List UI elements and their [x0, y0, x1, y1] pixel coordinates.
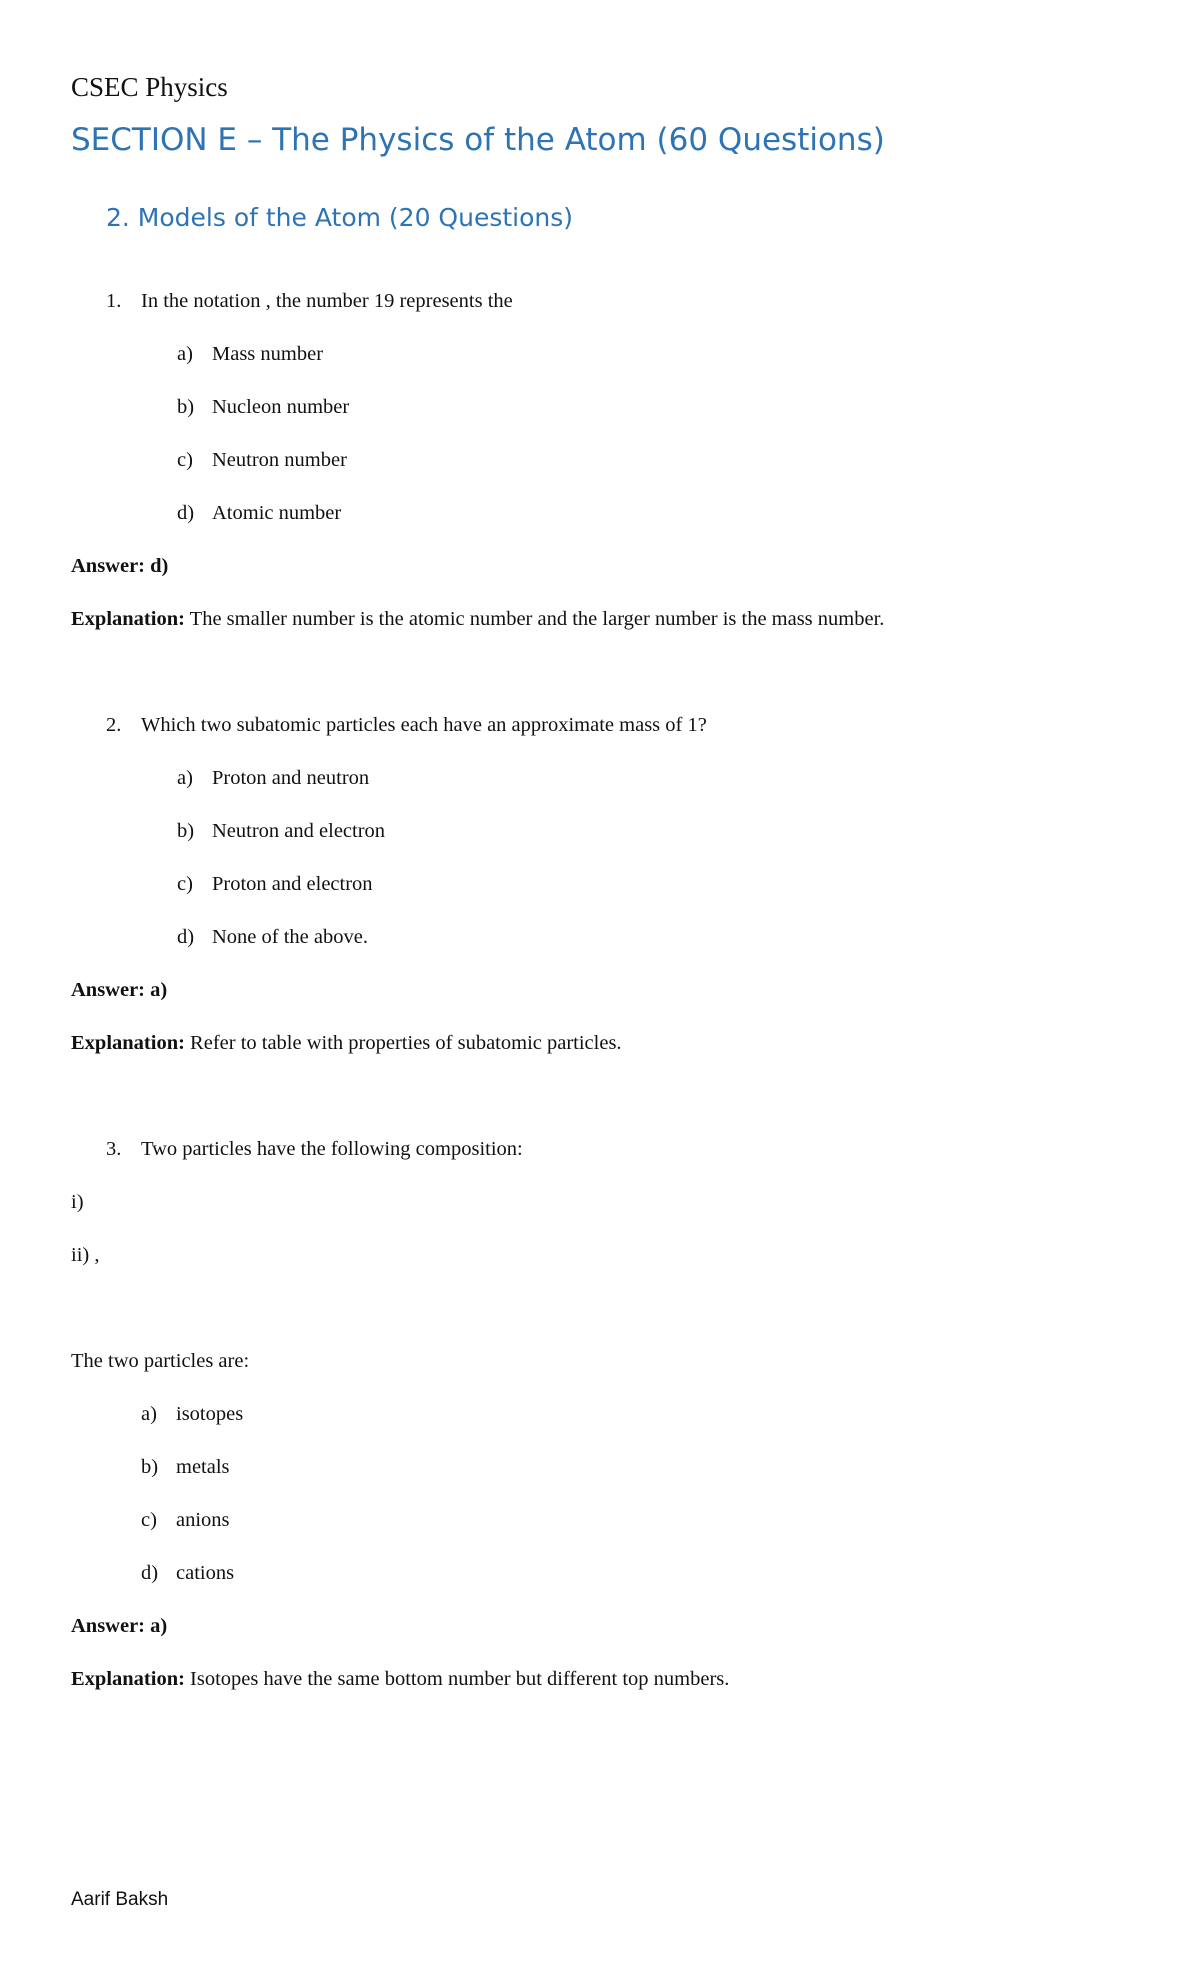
question-number: 2. — [106, 714, 122, 736]
composition-item-ii: ii) , — [71, 1244, 100, 1266]
subsection-title: 2. Models of the Atom (20 Questions) — [106, 203, 574, 232]
answer — [71, 555, 168, 578]
option-text: cations — [176, 1562, 235, 1584]
answer — [71, 1615, 167, 1638]
option-text: Nucleon number — [212, 396, 350, 418]
option-text: Atomic number — [212, 502, 342, 524]
answer-label: Answer: a) — [71, 1615, 168, 1637]
answer-label: Answer: a) — [71, 979, 168, 1001]
question-text: Two particles have the following composition: — [141, 1138, 523, 1160]
option-text: Neutron and electron — [212, 820, 386, 842]
option-text: isotopes — [176, 1403, 244, 1425]
explanation-label: Explanation: — [71, 1032, 185, 1054]
explanation-label: Explanation: — [71, 608, 185, 630]
question-text: Which two subatomic particles each have an approximate mass of 1? — [141, 714, 707, 736]
option-label: b) — [141, 1456, 159, 1478]
option-text: Proton and neutron — [212, 767, 370, 789]
explanation-text: Isotopes have the same bottom number but different top numbers. — [184, 1668, 730, 1690]
document-header: CSEC Physics — [71, 72, 228, 102]
explanation-label: Explanation: — [71, 1668, 185, 1690]
composition-item-i: i) — [71, 1191, 84, 1213]
explanation — [71, 1032, 622, 1055]
option-label: d) — [177, 502, 195, 524]
option-text: Mass number — [212, 343, 324, 365]
option-label: c) — [141, 1509, 157, 1531]
explanation — [71, 1668, 729, 1691]
answer — [71, 979, 167, 1002]
question-prompt: The two particles are: — [71, 1350, 250, 1372]
option-text: None of the above. — [212, 926, 368, 948]
option-label: a) — [177, 343, 193, 365]
option-label: a) — [141, 1403, 157, 1425]
question-number: 3. — [106, 1138, 122, 1160]
option-text: Proton and electron — [212, 873, 373, 895]
question-text: In the notation , the number 19 represents the — [141, 290, 513, 312]
option-label: a) — [177, 767, 193, 789]
option-label: d) — [177, 926, 195, 948]
option-label: b) — [177, 820, 195, 842]
option-text: Neutron number — [212, 449, 347, 471]
option-label: c) — [177, 449, 193, 471]
explanation-text: Refer to table with properties of subatomic particles. — [184, 1032, 622, 1054]
answer-label: Answer: d) — [71, 555, 169, 577]
option-label: c) — [177, 873, 193, 895]
explanation-text: The smaller number is the atomic number and the larger number is the mass number. — [184, 608, 885, 630]
explanation — [71, 608, 884, 631]
section-title: SECTION E – The Physics of the Atom (60 Questions) — [71, 122, 885, 158]
option-text: anions — [176, 1509, 230, 1531]
option-label: b) — [177, 396, 195, 418]
option-label: d) — [141, 1562, 159, 1584]
option-text: metals — [176, 1456, 230, 1478]
document-footer: Aarif Baksh — [71, 1889, 169, 1910]
question-number: 1. — [106, 290, 122, 312]
